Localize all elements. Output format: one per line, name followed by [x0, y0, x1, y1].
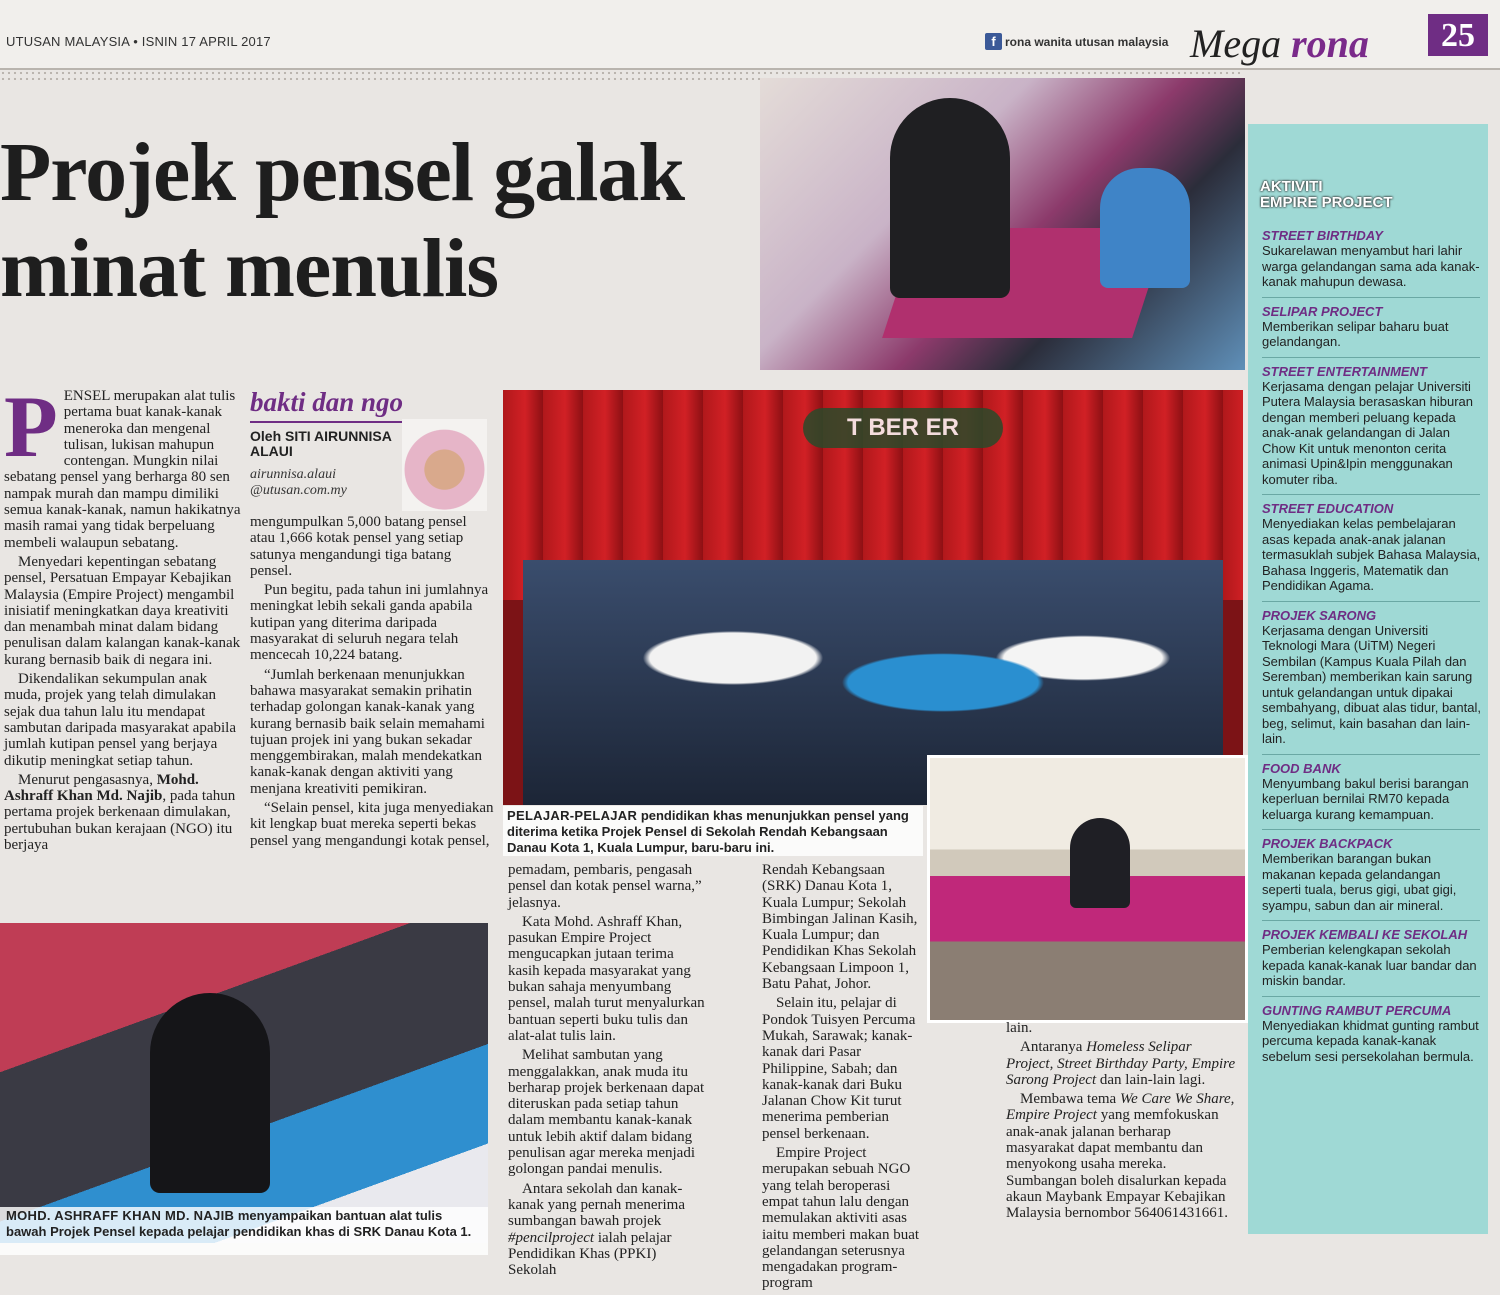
caption-text: pendidikan khas menunjukkan pensel yang diterima ketika Projek Pensel di Sekolah Rendah Kebangsaan Danau Kota 1, Kuala Lumpur, baru-baru ini. — [507, 808, 909, 855]
paragraph — [4, 772, 244, 853]
photo-classroom-inset — [927, 755, 1248, 1023]
photo-shape — [1070, 818, 1130, 908]
sidebar-item — [1262, 608, 1482, 747]
sidebar-item-title: FOOD BANK — [1262, 760, 1341, 776]
divider — [1262, 494, 1480, 495]
paragraph: Menyedari kepentingan sebatang pensel, Persatuan Empayar Kebajikan Malaysia (Empire Project) mengambil inisiatif meningkatkan daya kreativiti dan menambah minat dalam bidang penulisan dalam kalangan kanak-kanak kurang bernasib baik di negara ini. — [4, 553, 241, 668]
text-run: yang memfokuskan anak-anak jalanan berharap masyarakat dapat membantu dan menyokong usaha mereka. Sumbangan boleh disalurkan kepada akaun Maybank Empayar Kebajikan Malaysia bernombor 564061431661. — [1006, 1107, 1229, 1222]
facebook-page-label: rona wanita utusan malaysia — [1005, 35, 1169, 49]
paragraph — [1006, 1091, 1240, 1221]
headline — [0, 125, 860, 317]
caption-text: menyampaikan bantuan alat tulis bawah Projek Pensel kepada pelajar pendidikan khas di SRK Danau Kota 1. — [6, 1208, 472, 1239]
paragraph: “Jumlah berkenaan menunjukkan bahawa masyarakat semakin prihatin terhadap golongan kanak-kanak yang kurang bernasib baik selain memahami tujuan projek ini yang bukan sekadar menggembirakan, malah mendekatkan kanak-kanak dengan aktiviti yang menjana kreativiti pemikiran. — [250, 666, 485, 797]
dropcap: P — [4, 379, 58, 476]
photo-shape — [1100, 168, 1190, 288]
divider — [1262, 601, 1480, 602]
sidebar-header-line-2: EMPIRE PROJECT — [1260, 194, 1393, 211]
sidebar-item-body: Menyediakan khidmat gunting rambut percuma kepada kanak-kanak sebelum sesi persekolahan bermula. — [1262, 1017, 1479, 1064]
facebook-icon: f — [985, 33, 1002, 50]
sidebar-item — [1262, 501, 1482, 594]
brand-part-1: Mega — [1190, 21, 1282, 66]
divider — [1262, 996, 1480, 997]
sidebar-item — [1262, 364, 1482, 488]
article-column-1 — [4, 379, 244, 856]
sidebar-item-body: Memberikan selipar baharu buat gelandangan. — [1262, 318, 1449, 349]
divider — [1262, 297, 1480, 298]
sidebar-item-title: STREET BIRTHDAY — [1262, 228, 1383, 243]
hashtag: #pencilproject — [508, 1229, 595, 1246]
paragraph: Dikendalikan sekumpulan anak muda, projek yang telah dimulakan sejak dua tahun lalu itu mendapat sambutan daripada masyarakat apabila jumlah kutipan pensel yang berjaya dikutip meningkat setiap tahun. — [4, 671, 236, 769]
sidebar-item-title: STREET EDUCATION — [1262, 501, 1394, 516]
author-avatar — [402, 419, 487, 511]
byline-box — [250, 387, 490, 512]
dateline: UTUSAN MALAYSIA • ISNIN 17 APRIL 2017 — [6, 34, 271, 49]
photo-founder-handing-items — [0, 923, 488, 1243]
sidebar-item — [1262, 836, 1482, 913]
project-names: Homeless Selipar Project, Street Birthday Party, Empire Sarong Project — [1006, 1039, 1236, 1088]
text-run: ialah pelajar Pendidikan Khas (PPKI) Sekolah — [508, 1229, 672, 1279]
sidebar-item-body: Menyumbang bakul berisi barangan keperluan bernilai RM70 kepada keluarga kurang kemampuan. — [1262, 775, 1469, 822]
article-column-4 — [762, 862, 922, 1295]
photo-shape — [150, 993, 270, 1193]
photo-banner-text: T BER ER — [803, 408, 1003, 448]
page-header — [0, 0, 1500, 70]
paragraph: Rendah Kebangsaan (SRK) Danau Kota 1, Kuala Lumpur; Sekolah Bimbingan Jalinan Kasih, Kuala Lumpur; dan Pendidikan Khas Sekolah Kebangsaan Limpoon 1, Batu Pahat, Johor. — [762, 862, 918, 993]
paragraph: pemadam, pembaris, pengasah pensel dan kotak pensel warna,” jelasnya. — [508, 862, 702, 911]
sidebar-item-title: GUNTING RAMBUT PERCUMA — [1262, 1002, 1452, 1018]
sidebar-item — [1262, 761, 1482, 823]
divider — [1262, 357, 1480, 358]
sidebar-item-body: Pemberian kelengkapan sekolah kepada kanak-kanak luar bandar dan miskin bandar. — [1262, 942, 1477, 988]
sidebar-item-body: Sukarelawan menyambut hari lahir warga gelandangan sama ada kanak-kanak mahupun dewasa. — [1262, 243, 1480, 289]
text-run: dan lain-lain lagi. — [1099, 1071, 1206, 1088]
photo-students-holding-pencils — [503, 390, 1243, 805]
section-brand — [1190, 20, 1369, 67]
sidebar-item-title: STREET ENTERTAINMENT — [1262, 363, 1427, 379]
article-column-5 — [1006, 1020, 1240, 1225]
caption-lead: MOHD. ASHRAFF KHAN MD. NAJIB — [6, 1208, 235, 1223]
text-run: Membawa tema — [1020, 1091, 1117, 1108]
paragraph: Melihat sambutan yang menggalakkan, anak muda itu berharap projek berkenaan dapat diteruskan pada setiap tahun dalam membantu kanak-kanak untuk lebih aktif dalam bidang penulisan agar mereka menjadi golongan pandai menulis. — [508, 1047, 705, 1178]
sidebar-list — [1262, 228, 1482, 1064]
sidebar-item-title: PROJEK KEMBALI KE SEKOLAH — [1262, 927, 1468, 942]
text-run: , pada tahun pertama projek berkenaan dimulakan, pertubuhan bukan kerajaan (NGO) itu berjaya — [4, 788, 236, 854]
sidebar-item — [1262, 927, 1482, 989]
founder-name: Mohd. Ashraff Khan Md. Najib — [4, 771, 199, 805]
sidebar-header — [1260, 179, 1393, 211]
sidebar-item-body: Menyediakan kelas pembelajaran asas kepada anak-anak jalanan termasuklah subjek Bahasa Malaysia, Bahasa Inggeris, Matematik dan Pendidikan Agama. — [1262, 516, 1481, 593]
text-run: Menurut pengasasnya, — [18, 771, 153, 788]
paragraph — [1006, 1039, 1240, 1088]
divider — [1262, 829, 1480, 830]
headline-line-1: Projek pensel galak — [0, 126, 685, 219]
section-tag: bakti dan ngo — [250, 387, 404, 417]
sidebar-item-body: Memberikan barangan bukan makanan kepada gelandangan seperti tuala, berus gigi, ubat gigi, syampu, sabun dan air mineral. — [1262, 851, 1457, 913]
paragraph: Kata Mohd. Ashraff Khan, pasukan Empire Project mengucapkan jutaan terima kasih kepada masyarakat yang bukan sahaja menyumbang pensel, malah turut menyalurkan bantuan seperti buku tulis dan alat-alat tulis lain. — [508, 913, 705, 1044]
brand-part-2: rona — [1291, 21, 1369, 66]
sidebar-item — [1262, 304, 1482, 350]
paragraph: mengumpulkan 5,000 batang pensel atau 1,666 kotak pensel yang setiap satunya mengandungi tiga batang pensel. — [250, 514, 467, 579]
paragraph: ENSEL merupakan alat tulis pertama buat kanak-kanak meneroka dan mengenal tulisan, lukisan mahupun contengan. Mungkin nilai sebatang pensel yang berharga 80 sen nampak murah dan mampu dimiliki semua kanak-kanak, namun hakikatnya masih ramai yang tidak berpeluang membeli walaupun sebatang. — [4, 388, 241, 551]
sidebar-item-body: Kerjasama dengan Universiti Teknologi Mara (UiTM) Negeri Sembilan (Kampus Kuala Pilah dan Seremban) memberikan kain sarung untuk gelandangan untuk dipakai sembahyang, dibuat alas tidur, bantal, beg, selimut, kain basahan dan lain-lain. — [1262, 622, 1481, 746]
text-run: Antara sekolah dan kanak-kanak yang pernah menerima sumbangan bawah projek — [508, 1180, 686, 1230]
sidebar-item-body: Kerjasama dengan pelajar Universiti Putera Malaysia berasaskan hiburan dengan memberi peluang kepada anak-anak gelandangan di Jalan Chow Kit untuk menonton cerita animasi Upin&Ipin menggunakan komuter riba. — [1262, 378, 1474, 487]
headline-line-2: minat menulis — [0, 222, 499, 315]
page-number: 25 — [1428, 14, 1488, 56]
sidebar-header-line-1: AKTIVITI — [1260, 178, 1323, 195]
article-column-2 — [250, 514, 494, 852]
main-photo-caption — [503, 806, 923, 856]
paragraph: lain. — [1006, 1020, 1033, 1036]
paragraph: Empire Project merupakan sebuah NGO yang telah beroperasi empat tahun lalu dengan memulakan aktiviti asas iaitu memberi makan buat gelandangan seterusnya mengadakan program-program — [762, 1145, 920, 1292]
author-name: Oleh SITI AIRUNNISA ALAUI — [250, 428, 392, 459]
bottom-photo-caption — [0, 1207, 488, 1255]
photo-shape — [890, 98, 1010, 298]
paragraph: Selain itu, pelajar di Pondok Tuisyen Percuma Mukah, Sarawak; kanak-kanak dari Pasar Philippine, Sabah; dan kanak-kanak dari Buku Jalanan Chow Kit turut menerima pemberian pensel berkenaan. — [762, 995, 916, 1142]
author-email: airunnisa.alaui @utusan.com.my — [250, 467, 347, 498]
divider — [1262, 920, 1480, 921]
text-run: Antaranya — [1020, 1039, 1083, 1056]
paragraph: “Selain pensel, kita juga menyediakan kit lengkap buat mereka seperti bekas pensel yang mengandungi kotak pensel, — [250, 800, 494, 849]
caption-lead: PELAJAR-PELAJAR — [507, 808, 638, 823]
sidebar-item-title: PROJEK BACKPACK — [1262, 836, 1393, 851]
article-column-3 — [508, 862, 708, 1281]
divider — [1262, 754, 1480, 755]
sidebar-item — [1262, 228, 1482, 290]
sidebar-item — [1262, 1003, 1482, 1065]
sidebar-activities — [1248, 124, 1488, 1234]
sidebar-item-title: PROJEK SARONG — [1262, 607, 1377, 623]
theme-name: We Care We Share, Empire Project — [1006, 1091, 1235, 1124]
paragraph: Pun begitu, pada tahun ini jumlahnya meningkat lebih sekali ganda apabila kutipan yang diterima daripada masyarakat di seluruh negara telah mencecah 10,224 batang. — [250, 582, 489, 664]
sidebar-item-title: SELIPAR PROJECT — [1262, 303, 1383, 319]
